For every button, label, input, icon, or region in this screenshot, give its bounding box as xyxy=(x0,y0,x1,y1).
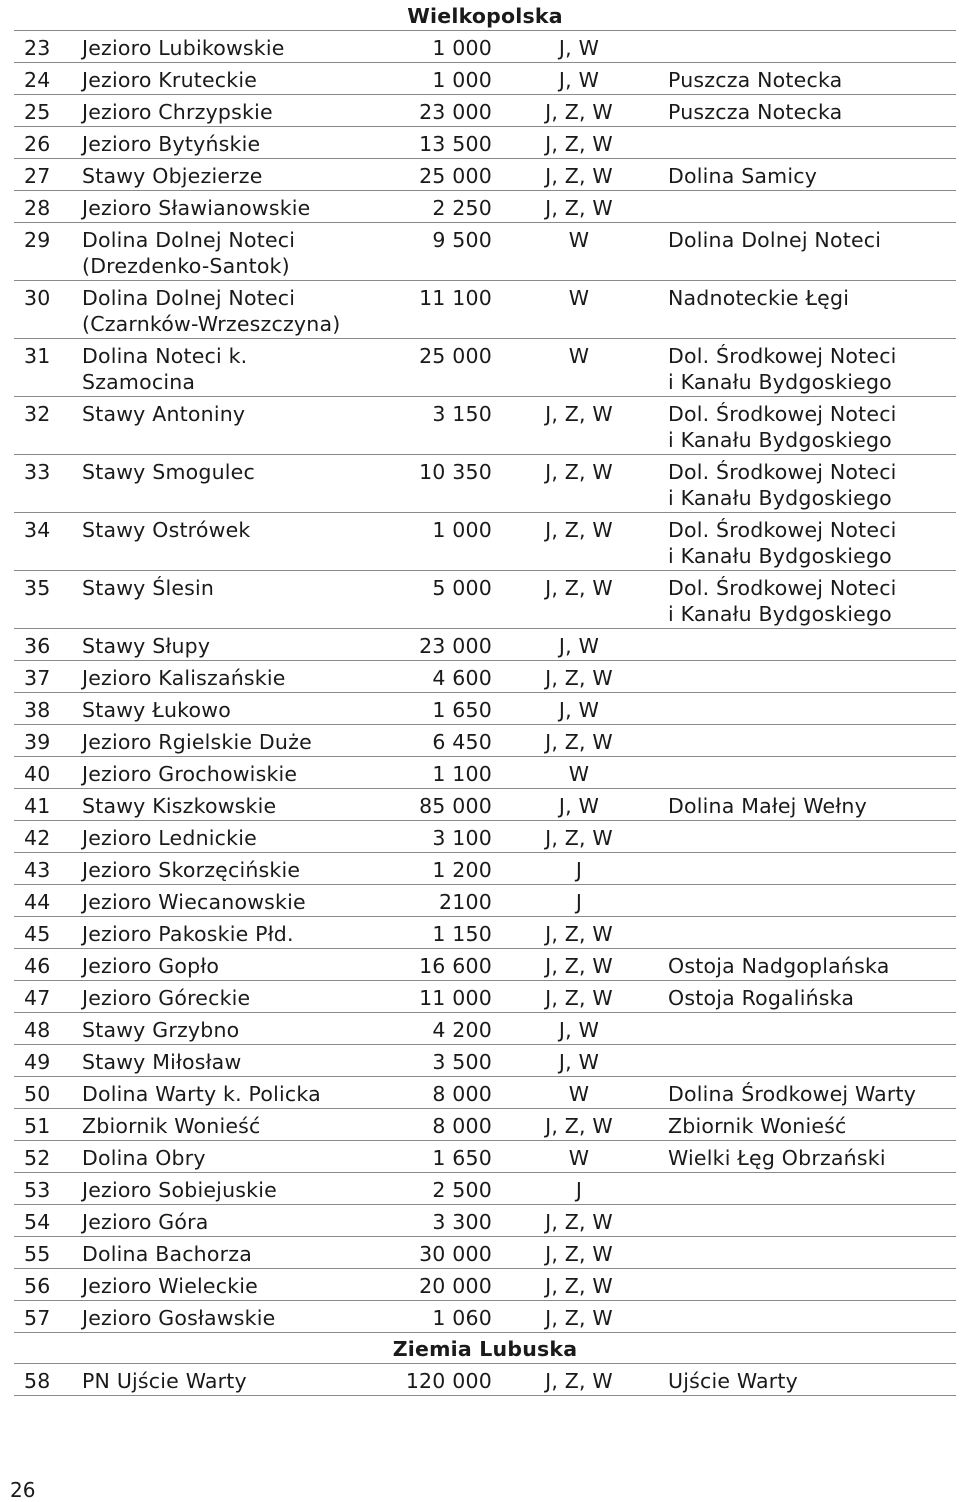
site-name: Dolina Dolnej Noteci (Drezdenko-Santok) xyxy=(68,223,372,281)
row-number: 25 xyxy=(14,95,68,127)
site-name: Jezioro Góreckie xyxy=(68,981,372,1013)
table-row xyxy=(14,1173,956,1205)
site-name: Stawy Objezierze xyxy=(68,159,372,191)
area-value: 3 150 xyxy=(372,397,504,455)
area-value: 1 650 xyxy=(372,693,504,725)
table-row xyxy=(14,1109,956,1141)
row-number: 58 xyxy=(14,1364,68,1396)
row-number: 41 xyxy=(14,789,68,821)
site-name: Stawy Smogulec xyxy=(68,455,372,513)
table-row xyxy=(14,1045,956,1077)
row-number: 43 xyxy=(14,853,68,885)
site-name: PN Ujście Warty xyxy=(68,1364,372,1396)
table-row xyxy=(14,853,956,885)
area-value: 3 300 xyxy=(372,1205,504,1237)
refuge-name xyxy=(654,127,956,159)
site-name: Jezioro Wiecanowskie xyxy=(68,885,372,917)
area-value: 13 500 xyxy=(372,127,504,159)
refuge-name xyxy=(654,661,956,693)
area-value: 25 000 xyxy=(372,159,504,191)
row-number: 40 xyxy=(14,757,68,789)
area-value: 9 500 xyxy=(372,223,504,281)
refuge-name: Dolina Małej Wełny xyxy=(654,789,956,821)
area-value: 8 000 xyxy=(372,1077,504,1109)
row-number: 52 xyxy=(14,1141,68,1173)
table-row xyxy=(14,513,956,571)
table-row xyxy=(14,223,956,281)
type-code: J xyxy=(504,853,654,885)
area-value: 10 350 xyxy=(372,455,504,513)
type-code: W xyxy=(504,223,654,281)
type-code: J, Z, W xyxy=(504,725,654,757)
refuge-name: Puszcza Notecka xyxy=(654,95,956,127)
table-row xyxy=(14,63,956,95)
area-value: 120 000 xyxy=(372,1364,504,1396)
row-number: 53 xyxy=(14,1173,68,1205)
table-row xyxy=(14,1141,956,1173)
refuge-name xyxy=(654,1237,956,1269)
refuge-name: Dol. Środkowej Noteci i Kanału Bydgoskiego xyxy=(654,455,956,513)
site-name: Jezioro Lubikowskie xyxy=(68,31,372,63)
type-code: J, Z, W xyxy=(504,159,654,191)
table-row xyxy=(14,127,956,159)
area-value: 5 000 xyxy=(372,571,504,629)
row-number: 38 xyxy=(14,693,68,725)
refuge-name xyxy=(654,1045,956,1077)
area-value: 23 000 xyxy=(372,95,504,127)
refuge-name xyxy=(654,693,956,725)
type-code: J, Z, W xyxy=(504,981,654,1013)
area-value: 1 100 xyxy=(372,757,504,789)
site-name: Jezioro Kruteckie xyxy=(68,63,372,95)
area-value: 11 100 xyxy=(372,281,504,339)
type-code: J, Z, W xyxy=(504,1109,654,1141)
area-value: 1 150 xyxy=(372,917,504,949)
table-row xyxy=(14,1364,956,1396)
row-number: 34 xyxy=(14,513,68,571)
row-number: 35 xyxy=(14,571,68,629)
area-value: 2100 xyxy=(372,885,504,917)
refuge-name: Zbiornik Wonieść xyxy=(654,1109,956,1141)
area-value: 6 450 xyxy=(372,725,504,757)
table-row xyxy=(14,693,956,725)
type-code: W xyxy=(504,1141,654,1173)
row-number: 32 xyxy=(14,397,68,455)
area-value: 16 600 xyxy=(372,949,504,981)
row-number: 30 xyxy=(14,281,68,339)
type-code: J, W xyxy=(504,31,654,63)
type-code: J, Z, W xyxy=(504,1364,654,1396)
site-name: Jezioro Grochowiskie xyxy=(68,757,372,789)
row-number: 54 xyxy=(14,1205,68,1237)
section-title: Ziemia Lubuska xyxy=(14,1333,956,1364)
type-code: J, W xyxy=(504,1045,654,1077)
row-number: 39 xyxy=(14,725,68,757)
table-row xyxy=(14,629,956,661)
type-code: J, Z, W xyxy=(504,917,654,949)
row-number: 50 xyxy=(14,1077,68,1109)
site-name: Jezioro Pakoskie Płd. xyxy=(68,917,372,949)
table-row xyxy=(14,1013,956,1045)
area-value: 20 000 xyxy=(372,1269,504,1301)
site-name: Jezioro Chrzypskie xyxy=(68,95,372,127)
table-row xyxy=(14,397,956,455)
row-number: 23 xyxy=(14,31,68,63)
refuge-name xyxy=(654,885,956,917)
table-row xyxy=(14,885,956,917)
site-name: Stawy Grzybno xyxy=(68,1013,372,1045)
row-number: 55 xyxy=(14,1237,68,1269)
type-code: J, W xyxy=(504,789,654,821)
area-value: 4 600 xyxy=(372,661,504,693)
type-code: W xyxy=(504,339,654,397)
refuge-name xyxy=(654,1301,956,1333)
refuge-name xyxy=(654,1269,956,1301)
row-number: 27 xyxy=(14,159,68,191)
table-row xyxy=(14,455,956,513)
refuge-name xyxy=(654,191,956,223)
type-code: J, Z, W xyxy=(504,397,654,455)
site-name: Jezioro Rgielskie Duże xyxy=(68,725,372,757)
type-code: J xyxy=(504,885,654,917)
table-row xyxy=(14,917,956,949)
row-number: 29 xyxy=(14,223,68,281)
site-name: Jezioro Kaliszańskie xyxy=(68,661,372,693)
site-name: Zbiornik Wonieść xyxy=(68,1109,372,1141)
row-number: 37 xyxy=(14,661,68,693)
area-value: 25 000 xyxy=(372,339,504,397)
area-value: 23 000 xyxy=(372,629,504,661)
refuge-name: Dol. Środkowej Noteci i Kanału Bydgoskiego xyxy=(654,397,956,455)
row-number: 45 xyxy=(14,917,68,949)
refuge-name: Ujście Warty xyxy=(654,1364,956,1396)
refuge-name: Dol. Środkowej Noteci i Kanału Bydgoskiego xyxy=(654,571,956,629)
site-name: Dolina Bachorza xyxy=(68,1237,372,1269)
site-name: Jezioro Bytyńskie xyxy=(68,127,372,159)
type-code: J, Z, W xyxy=(504,127,654,159)
site-name: Stawy Słupy xyxy=(68,629,372,661)
type-code: J, Z, W xyxy=(504,191,654,223)
area-value: 1 000 xyxy=(372,63,504,95)
page-number: 26 xyxy=(10,1478,36,1502)
refuge-name: Dolina Samicy xyxy=(654,159,956,191)
area-value: 11 000 xyxy=(372,981,504,1013)
section-title: Wielkopolska xyxy=(14,0,956,31)
row-number: 56 xyxy=(14,1269,68,1301)
site-name: Stawy Antoniny xyxy=(68,397,372,455)
area-value: 1 650 xyxy=(372,1141,504,1173)
type-code: W xyxy=(504,1077,654,1109)
site-name: Stawy Łukowo xyxy=(68,693,372,725)
table-row xyxy=(14,1269,956,1301)
site-name: Jezioro Sławianowskie xyxy=(68,191,372,223)
row-number: 26 xyxy=(14,127,68,159)
site-name: Jezioro Lednickie xyxy=(68,821,372,853)
site-name: Stawy Kiszkowskie xyxy=(68,789,372,821)
refuge-name: Dolina Środkowej Warty xyxy=(654,1077,956,1109)
type-code: J, Z, W xyxy=(504,1301,654,1333)
refuge-name xyxy=(654,917,956,949)
refuge-name: Puszcza Notecka xyxy=(654,63,956,95)
table-row xyxy=(14,1205,956,1237)
refuge-name xyxy=(654,629,956,661)
row-number: 48 xyxy=(14,1013,68,1045)
table-row xyxy=(14,821,956,853)
site-name: Jezioro Sobiejuskie xyxy=(68,1173,372,1205)
type-code: W xyxy=(504,281,654,339)
wetlands-table xyxy=(14,0,956,1396)
type-code: J, Z, W xyxy=(504,661,654,693)
row-number: 33 xyxy=(14,455,68,513)
type-code: J xyxy=(504,1173,654,1205)
site-name: Stawy Ślesin xyxy=(68,571,372,629)
table-row xyxy=(14,757,956,789)
site-name: Stawy Miłosław xyxy=(68,1045,372,1077)
row-number: 42 xyxy=(14,821,68,853)
refuge-name xyxy=(654,821,956,853)
type-code: J, Z, W xyxy=(504,1237,654,1269)
site-name: Dolina Obry xyxy=(68,1141,372,1173)
refuge-name: Wielki Łęg Obrzański xyxy=(654,1141,956,1173)
row-number: 47 xyxy=(14,981,68,1013)
refuge-name: Dol. Środkowej Noteci i Kanału Bydgoskiego xyxy=(654,513,956,571)
site-name: Stawy Ostrówek xyxy=(68,513,372,571)
site-name: Jezioro Gopło xyxy=(68,949,372,981)
table-row xyxy=(14,191,956,223)
table-row xyxy=(14,571,956,629)
type-code: J, Z, W xyxy=(504,95,654,127)
area-value: 2 500 xyxy=(372,1173,504,1205)
row-number: 44 xyxy=(14,885,68,917)
table-row xyxy=(14,981,956,1013)
site-name: Jezioro Skorzęcińskie xyxy=(68,853,372,885)
type-code: J, Z, W xyxy=(504,1269,654,1301)
row-number: 49 xyxy=(14,1045,68,1077)
table-row xyxy=(14,661,956,693)
table-row xyxy=(14,1077,956,1109)
document-page xyxy=(14,0,956,1396)
refuge-name xyxy=(654,853,956,885)
row-number: 46 xyxy=(14,949,68,981)
area-value: 3 500 xyxy=(372,1045,504,1077)
type-code: J, Z, W xyxy=(504,455,654,513)
section-header xyxy=(14,1333,956,1364)
row-number: 28 xyxy=(14,191,68,223)
row-number: 31 xyxy=(14,339,68,397)
row-number: 36 xyxy=(14,629,68,661)
refuge-name: Dolina Dolnej Noteci xyxy=(654,223,956,281)
table-row xyxy=(14,789,956,821)
refuge-name xyxy=(654,757,956,789)
type-code: J, W xyxy=(504,629,654,661)
row-number: 51 xyxy=(14,1109,68,1141)
type-code: J, Z, W xyxy=(504,513,654,571)
area-value: 3 100 xyxy=(372,821,504,853)
area-value: 30 000 xyxy=(372,1237,504,1269)
area-value: 8 000 xyxy=(372,1109,504,1141)
site-name: Jezioro Góra xyxy=(68,1205,372,1237)
refuge-name xyxy=(654,725,956,757)
type-code: J, W xyxy=(504,693,654,725)
area-value: 1 000 xyxy=(372,513,504,571)
type-code: J, W xyxy=(504,1013,654,1045)
table-row xyxy=(14,159,956,191)
refuge-name: Ostoja Rogalińska xyxy=(654,981,956,1013)
table-row xyxy=(14,725,956,757)
type-code: J, Z, W xyxy=(504,1205,654,1237)
row-number: 57 xyxy=(14,1301,68,1333)
table-row xyxy=(14,281,956,339)
type-code: J, Z, W xyxy=(504,821,654,853)
table-row xyxy=(14,1237,956,1269)
refuge-name: Dol. Środkowej Noteci i Kanału Bydgoskiego xyxy=(654,339,956,397)
site-name: Dolina Noteci k. Szamocina xyxy=(68,339,372,397)
area-value: 4 200 xyxy=(372,1013,504,1045)
area-value: 1 060 xyxy=(372,1301,504,1333)
section-header xyxy=(14,0,956,31)
area-value: 2 250 xyxy=(372,191,504,223)
table-row xyxy=(14,949,956,981)
area-value: 1 000 xyxy=(372,31,504,63)
refuge-name xyxy=(654,1173,956,1205)
type-code: J, W xyxy=(504,63,654,95)
area-value: 1 200 xyxy=(372,853,504,885)
table-row xyxy=(14,1301,956,1333)
refuge-name xyxy=(654,31,956,63)
refuge-name: Nadnoteckie Łęgi xyxy=(654,281,956,339)
table-row xyxy=(14,95,956,127)
type-code: J, Z, W xyxy=(504,949,654,981)
refuge-name: Ostoja Nadgoplańska xyxy=(654,949,956,981)
area-value: 85 000 xyxy=(372,789,504,821)
row-number: 24 xyxy=(14,63,68,95)
table-row xyxy=(14,31,956,63)
type-code: J, Z, W xyxy=(504,571,654,629)
refuge-name xyxy=(654,1205,956,1237)
refuge-name xyxy=(654,1013,956,1045)
site-name: Dolina Warty k. Policka xyxy=(68,1077,372,1109)
site-name: Jezioro Gosławskie xyxy=(68,1301,372,1333)
site-name: Dolina Dolnej Noteci (Czarnków-Wrzeszczyna) xyxy=(68,281,372,339)
table-body xyxy=(14,0,956,1396)
type-code: W xyxy=(504,757,654,789)
table-row xyxy=(14,339,956,397)
site-name: Jezioro Wieleckie xyxy=(68,1269,372,1301)
